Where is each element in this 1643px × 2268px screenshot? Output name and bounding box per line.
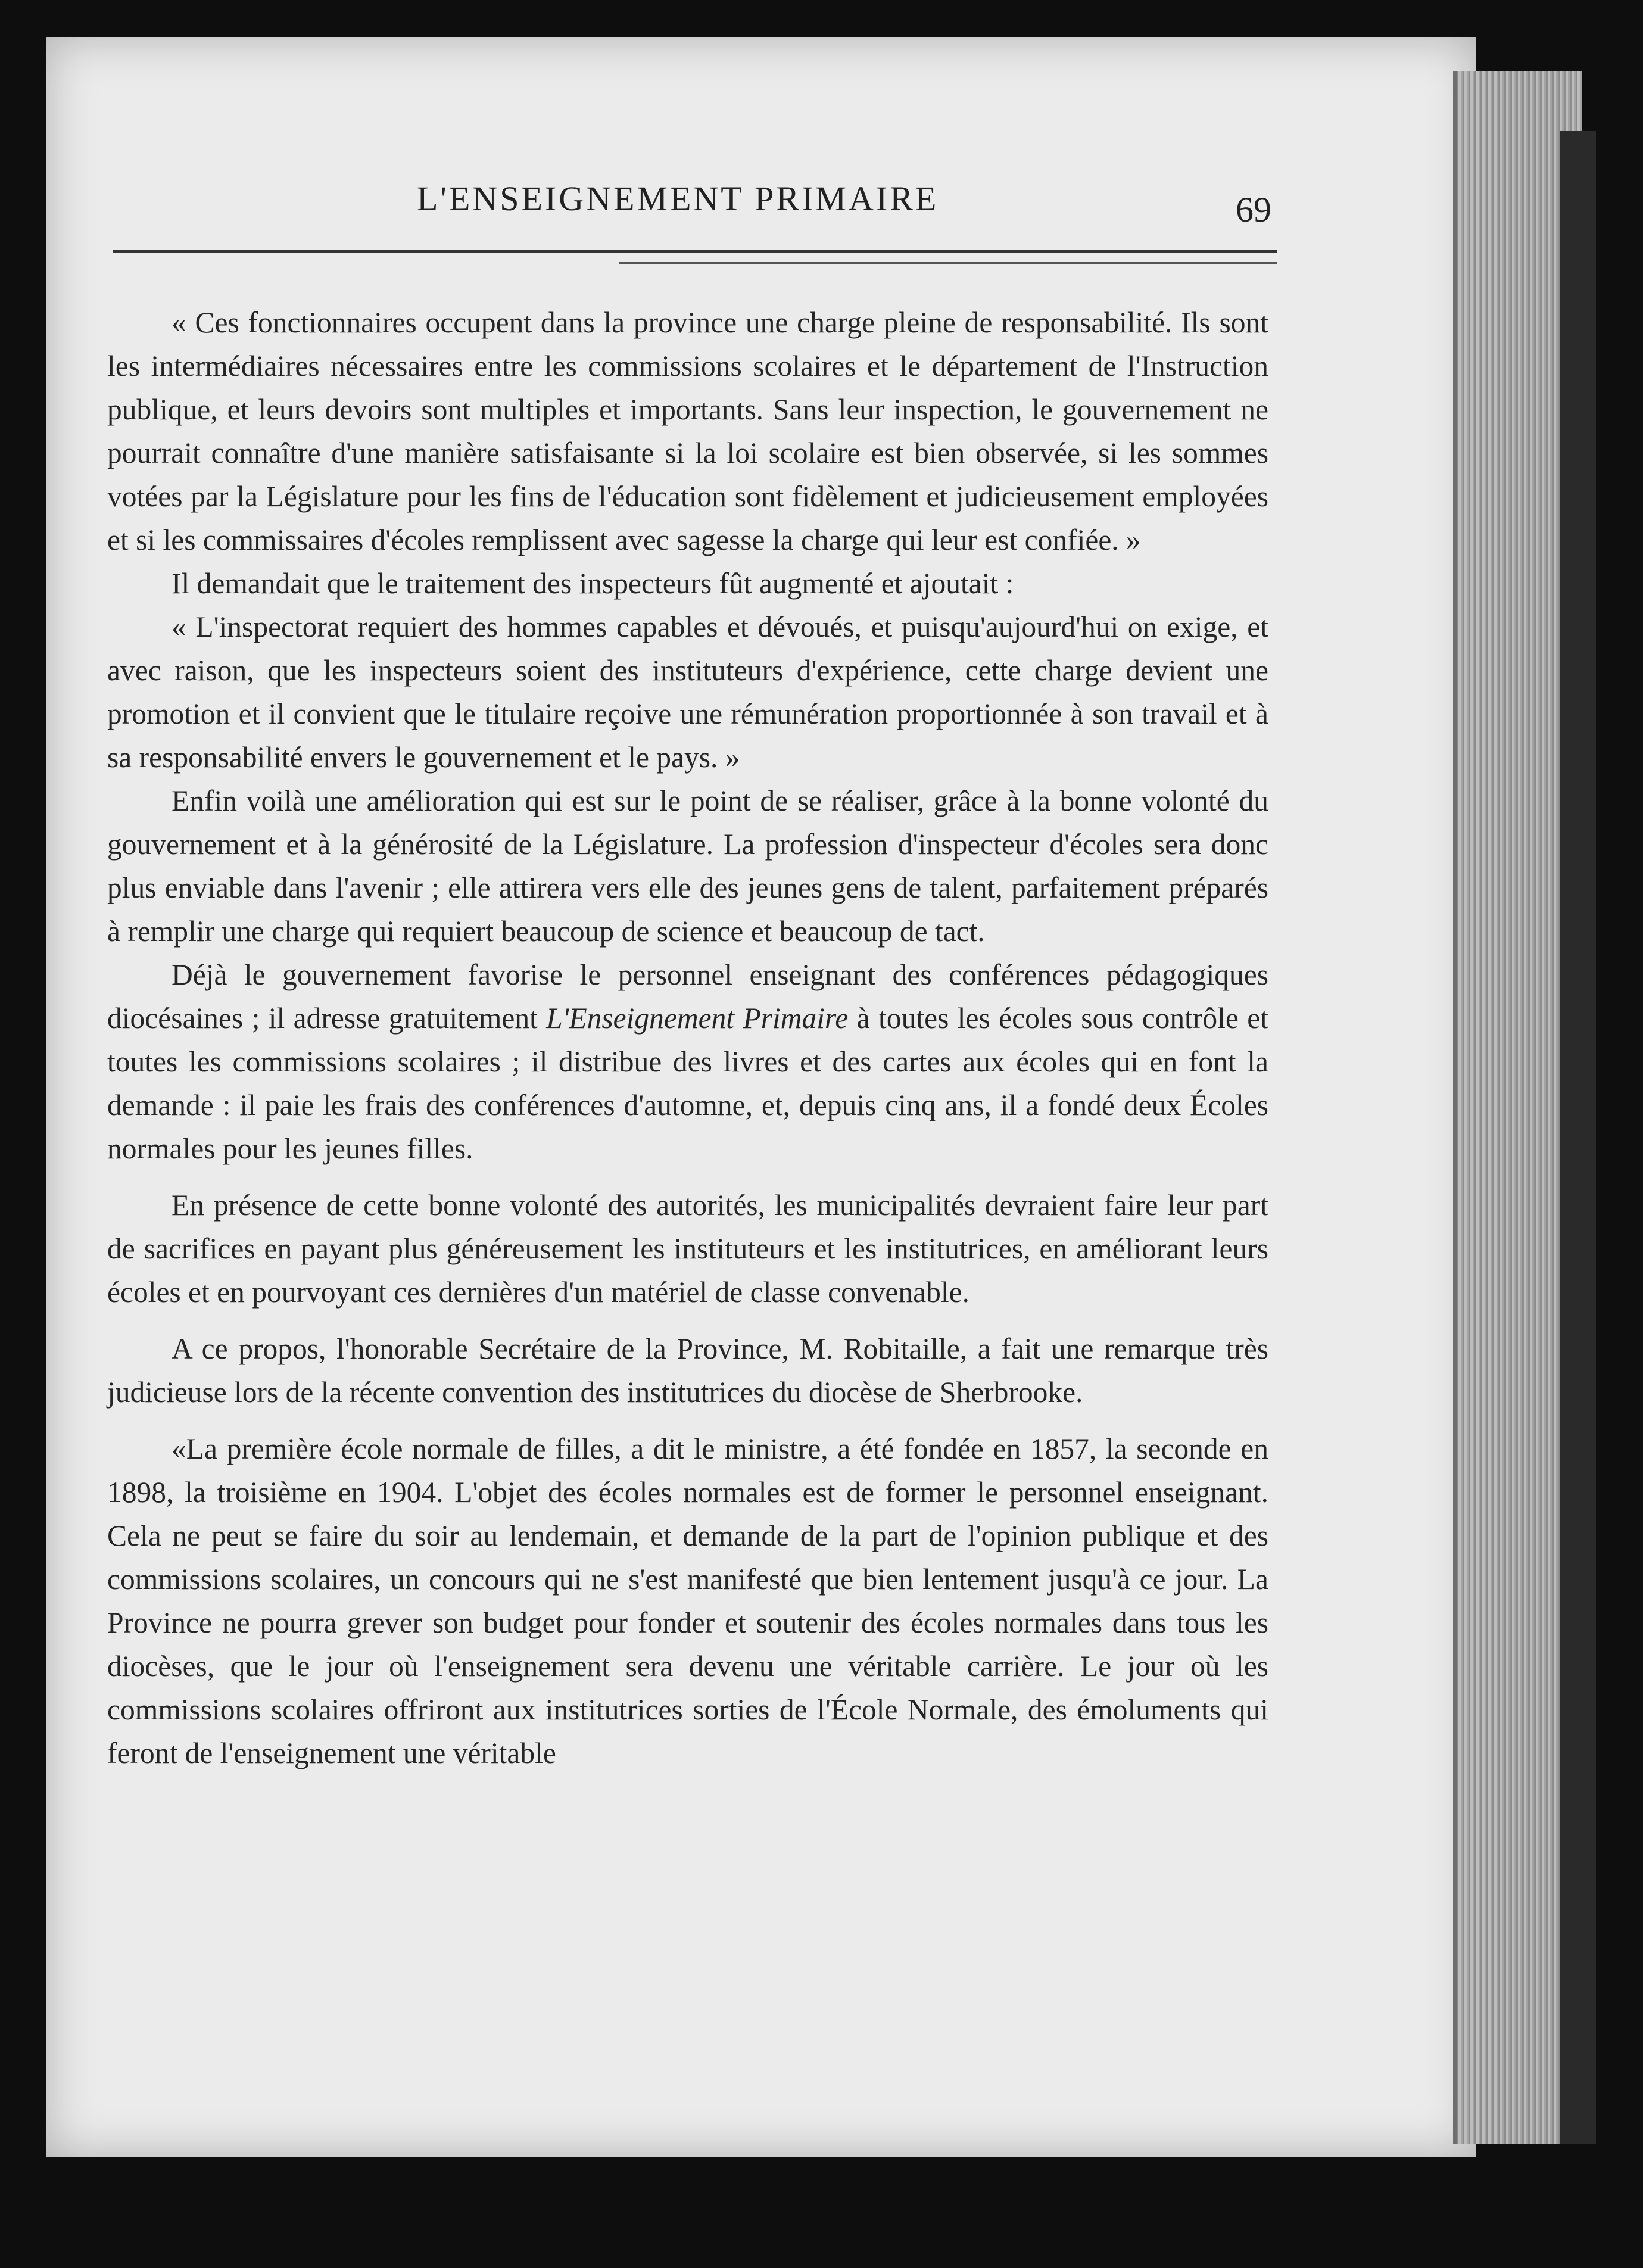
- book-spine-shadow: [1560, 131, 1596, 2144]
- journal-title: L'Enseignement Primaire: [546, 1002, 849, 1035]
- page-number: 69: [1236, 190, 1271, 229]
- paragraph: « Ces fonctionnaires occupent dans la province une charge pleine de responsabilité. Ils sont les intermédiaires nécessaires entre les commissions scolaires et le département de l'Instruction publique, et leurs devoirs sont multiples et importants. Sans leur inspection, le gouvernement ne pourrait connaître d'une manière satisfaisante si la loi scolaire est bien observée, si les sommes votées par la Législature pour les fins de l'éducation sont fidèlement et judicieusement employées et si les commissaires d'écoles remplissent avec sagesse la charge qui leur est confiée. »: [107, 306, 1268, 556]
- header-rule-secondary: [619, 262, 1277, 264]
- paragraph: En présence de cette bonne volonté des autorités, les municipalités devraient faire leur part de sacrifices en payant plus généreusement les instituteurs et les institutrices, en améliorant leurs écoles et en pourvoyant ces dernières d'un matériel de classe convenable.: [107, 1189, 1268, 1309]
- paragraph: Il demandait que le traitement des inspecteurs fût augmenté et ajoutait :: [172, 567, 1014, 600]
- running-title: L'ENSEIGNEMENT PRIMAIRE: [417, 179, 939, 218]
- body-text: [107, 301, 1268, 1775]
- paragraph: «La première école normale de filles, a dit le ministre, a été fondée en 1857, la seconde en 1898, la troisième en 1904. L'objet des écoles normales est de former le personnel enseignant. Cela ne peut se faire du soir au lendemain, et demande de la part de l'opinion publique et des commissions scolaires, un concours qui ne s'est manifesté que bien lentement jusqu'à ce jour. La Province ne pourra grever son budget pour fonder et soutenir des écoles normales dans tous les diocèses, que le jour où l'enseignement sera devenu une véritable carrière. Le jour où les commissions scolaires offriront aux institutrices sorties de l'École Normale, des émoluments qui feront de l'enseignement une véritable: [107, 1432, 1268, 1769]
- paragraph: A ce propos, l'honorable Secrétaire de la Province, M. Robitaille, a fait une remarque très judicieuse lors de la récente convention des institutrices du diocèse de Sherbrooke.: [107, 1332, 1268, 1409]
- paragraph: Enfin voilà une amélioration qui est sur le point de se réaliser, grâce à la bonne volonté du gouvernement et à la générosité de la Législature. La profession d'inspecteur d'écoles sera donc plus enviable dans l'avenir ; elle attirera vers elle des jeunes gens de talent, parfaitement préparés à remplir une charge qui requiert beaucoup de science et beaucoup de tact.: [107, 784, 1268, 948]
- paragraph: [107, 953, 1268, 1170]
- paragraph-text: Déjà le gouvernement favorise le personnel enseignant des conférences pédagogiques diocésaines ; il adresse gratuitement: [107, 958, 1268, 1035]
- paragraph-text: à toutes les écoles sous contrôle et toutes les commissions scolaires ; il distribue des livres et des cartes aux écoles qui en font la demande : il paie les frais des conférences d'automne, et, depuis cinq ans, il a fondé deux Écoles normales pour les jeunes filles.: [107, 1002, 1269, 1165]
- header-rule: [113, 250, 1277, 253]
- paragraph: « L'inspectorat requiert des hommes capables et dévoués, et puisqu'aujourd'hui on exige, et avec raison, que les inspecteurs soient des instituteurs d'expérience, cette charge devient une promotion et il convient que le titulaire reçoive une rémunération proportionnée à son travail et à sa responsabilité envers le gouvernement et le pays. »: [107, 610, 1268, 774]
